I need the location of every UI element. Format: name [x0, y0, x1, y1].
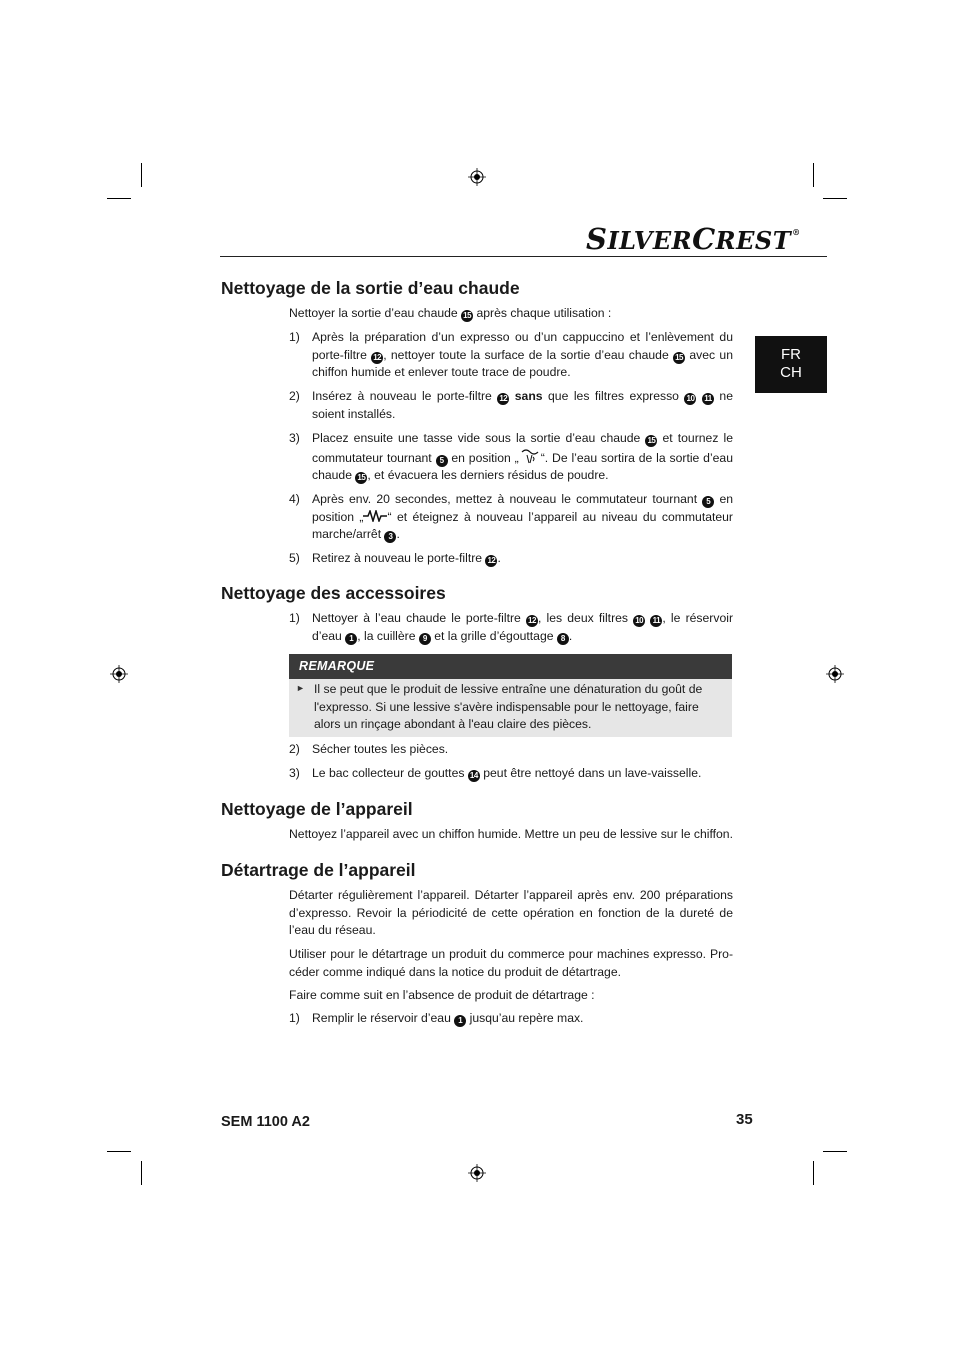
bullet-arrow-icon: ► [296, 683, 305, 693]
number-badge: 14 [468, 770, 480, 782]
descaling-paragraph: Détarter régulièrement l’appareil. Détarter l’appareil après env. 200 préparations d’expresso. Revoir la périodicité de cette opération en fonction de la dureté de l’eau du réseau. [289, 888, 733, 937]
number-badge: 15 [673, 352, 685, 364]
section-title-descaling: Détartrage de l’appareil [221, 860, 416, 880]
number-badge: 10 [684, 393, 696, 405]
number-badge: 1 [345, 633, 357, 645]
hot-water-intro: Nettoyer la sortie d’eau chaude 15 après chaque utilisation : [289, 306, 612, 320]
language-tab [755, 336, 827, 393]
registration-mark-icon [826, 665, 844, 683]
number-badge: 8 [557, 633, 569, 645]
section-title-hot-water: Nettoyage de la sortie d’eau chaude [221, 278, 520, 298]
crop-mark [813, 163, 814, 187]
language-tab-fr: FR [781, 346, 801, 363]
hot-water-symbol-icon [519, 448, 541, 464]
section-title-accessories: Nettoyage des accessoires [221, 583, 446, 603]
number-badge: 3 [384, 531, 396, 543]
note-box [289, 679, 732, 737]
number-badge: 15 [355, 472, 367, 484]
number-badge: 11 [650, 615, 662, 627]
registration-mark-icon [468, 1164, 486, 1182]
descaling-paragraph: Utiliser pour le détartrage un produit du commerce pour machines expresso. Procéder comme indiqué dans la notice du produit de détartrage. [289, 947, 733, 979]
descaling-paragraph: Faire comme suit en l’absence de produit de détartrage : [289, 988, 595, 1002]
number-badge: 12 [485, 555, 497, 567]
number-badge: 12 [371, 352, 383, 364]
number-badge: 5 [436, 455, 448, 467]
section-title-appliance: Nettoyage de l’appareil [221, 799, 413, 819]
crop-mark [823, 1151, 847, 1152]
crop-mark [107, 198, 131, 199]
number-badge: 1 [454, 1015, 466, 1027]
footer-model: SEM 1100 A2 [221, 1114, 310, 1130]
page-number: 35 [736, 1111, 753, 1128]
number-badge: 9 [419, 633, 431, 645]
number-badge: 11 [702, 393, 714, 405]
appliance-text: Nettoyez l’appareil avec un chiffon humide. Mettre un peu de lessive sur le chiffon. [289, 827, 733, 841]
header-rule [220, 256, 827, 257]
crop-mark [107, 1151, 131, 1152]
brand-logo: SILVERCREST® [586, 222, 801, 256]
number-badge: 15 [461, 310, 473, 322]
registration-mark-icon [468, 168, 486, 186]
number-badge: 15 [645, 435, 657, 447]
crop-mark [141, 163, 142, 187]
number-badge: 12 [497, 393, 509, 405]
registration-mark-icon [110, 665, 128, 683]
pump-symbol-icon [363, 510, 387, 522]
number-badge: 12 [526, 615, 538, 627]
number-badge: 5 [702, 496, 714, 508]
number-badge: 10 [633, 615, 645, 627]
note-text: Il se peut que le produit de lessive entraîne une dénaturation du goût de l'expresso. Si une lessive s'avère indispensable pour le nettoyage, faire alors un rinçage abondant à l'eau claire des pièces. [314, 682, 703, 731]
language-tab-ch: CH [780, 364, 802, 381]
crop-mark [141, 1161, 142, 1185]
crop-mark [823, 198, 847, 199]
crop-mark [813, 1161, 814, 1185]
note-heading: REMARQUE [289, 654, 732, 679]
